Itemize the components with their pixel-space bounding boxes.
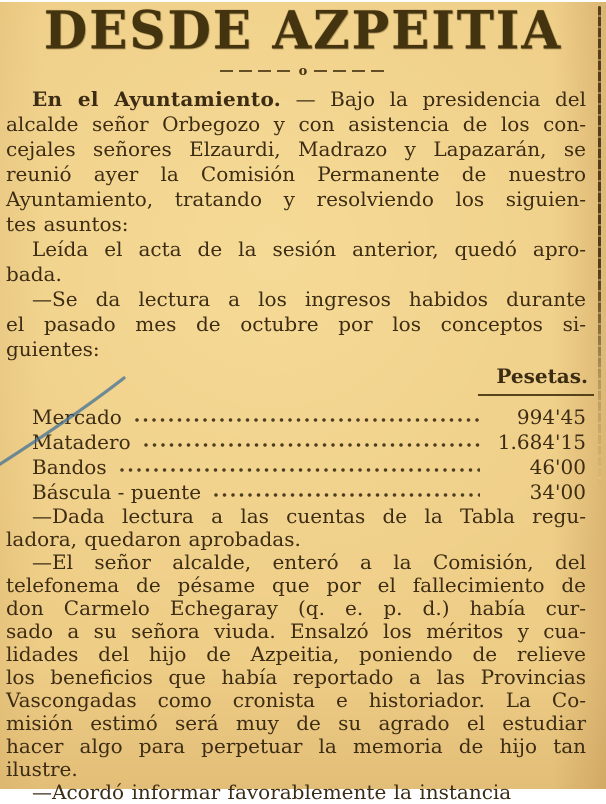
ledger-row [6,480,586,505]
article-line: —Se da lectura a los ingresos habidos durante [32,287,586,311]
article-line: ladora, quedaron aprobadas. [6,527,301,551]
article-title: DESDE AZPEITIA [43,0,563,62]
article-line: don Carmelo Echegaray (q. e. p. d.) había cur- [6,596,586,620]
article-line: —Dada lectura a las cuentas de la Tabla regu- [32,504,586,528]
article-line: reunió ayer la Comisión Permanente de nuestro [6,162,586,186]
ornament-dash-left [220,70,292,72]
income-ledger [0,405,606,505]
paragraph [6,505,586,551]
article-line: En el Ayuntamiento. — Bajo la presidencia del [32,87,586,111]
ledger-label: Mercado [32,405,122,429]
ledger-label: Matadero [32,430,131,454]
title-ornament [0,64,606,78]
paragraph [6,237,586,287]
article-line: tes asuntos: [6,212,129,236]
column-rule [598,6,601,486]
ledger-label: Báscula - puente [32,480,202,504]
article-body-top [0,87,606,362]
article-line: telefonema de pésame que por el fallecimiento de [6,573,586,597]
article-line: el pasado mes de octubre por los conceptos si- [6,312,586,336]
ornament-circle: o [298,63,308,79]
dot-leader [119,466,480,474]
clipped-bottom-line: —Acordó informar favorablemente la instancia [32,780,512,804]
paragraph [6,87,586,237]
paragraph [6,551,586,781]
article-line: bada. [6,262,62,286]
article-line: Ayuntamiento, tratando y resolviendo los siguien- [6,187,586,211]
dot-leader [213,491,480,499]
ledger-value: 994'45 [516,405,586,429]
ledger-header: Pesetas. [496,364,588,388]
ledger-row [6,430,586,455]
article-line: alcalde señor Orbegozo y con asistencia de los con- [6,112,586,136]
paragraph [6,287,586,362]
ledger-header-rule [478,394,594,396]
article-line: Vascongadas como cronista e historiador. La Co- [6,688,586,712]
dot-leader [134,416,480,424]
ledger-row [6,405,586,430]
ornament-dash-right [314,70,386,72]
article-line: lidades del hijo de Azpeitia, poniendo de relieve [6,642,586,666]
article-line: ilustre. [6,757,78,781]
article-line: hacer algo para perpetuar la memoria de hijo tan [6,734,586,758]
article-line: sado a su señora viuda. Ensalzó los méritos y cua- [6,619,586,643]
article-line: cejales señores Elzaurdi, Madrazo y Lapazarán, se [6,137,586,161]
article-line: guientes: [6,337,100,361]
ledger-value: 1.684'15 [497,430,586,454]
article-line: Leída el acta de la sesión anterior, quedó apro- [32,237,586,261]
article-line: los beneficios que había reportado a las Provincias [6,665,586,689]
article-line: misión estimó será muy de su agrado el estudiar [6,711,586,735]
article-body-bottom [0,505,606,781]
bold-lead: En el Ayuntamiento. [32,87,281,111]
clipped-bottom-line-wrap [0,781,606,804]
ledger-value: 34'00 [529,480,586,504]
dot-leader [143,441,480,449]
ledger-value: 46'00 [529,455,586,479]
article-line: —El señor alcalde, enteró a la Comisión, del [32,550,586,574]
ledger-label: Bandos [32,455,107,479]
ledger-row [6,455,586,480]
